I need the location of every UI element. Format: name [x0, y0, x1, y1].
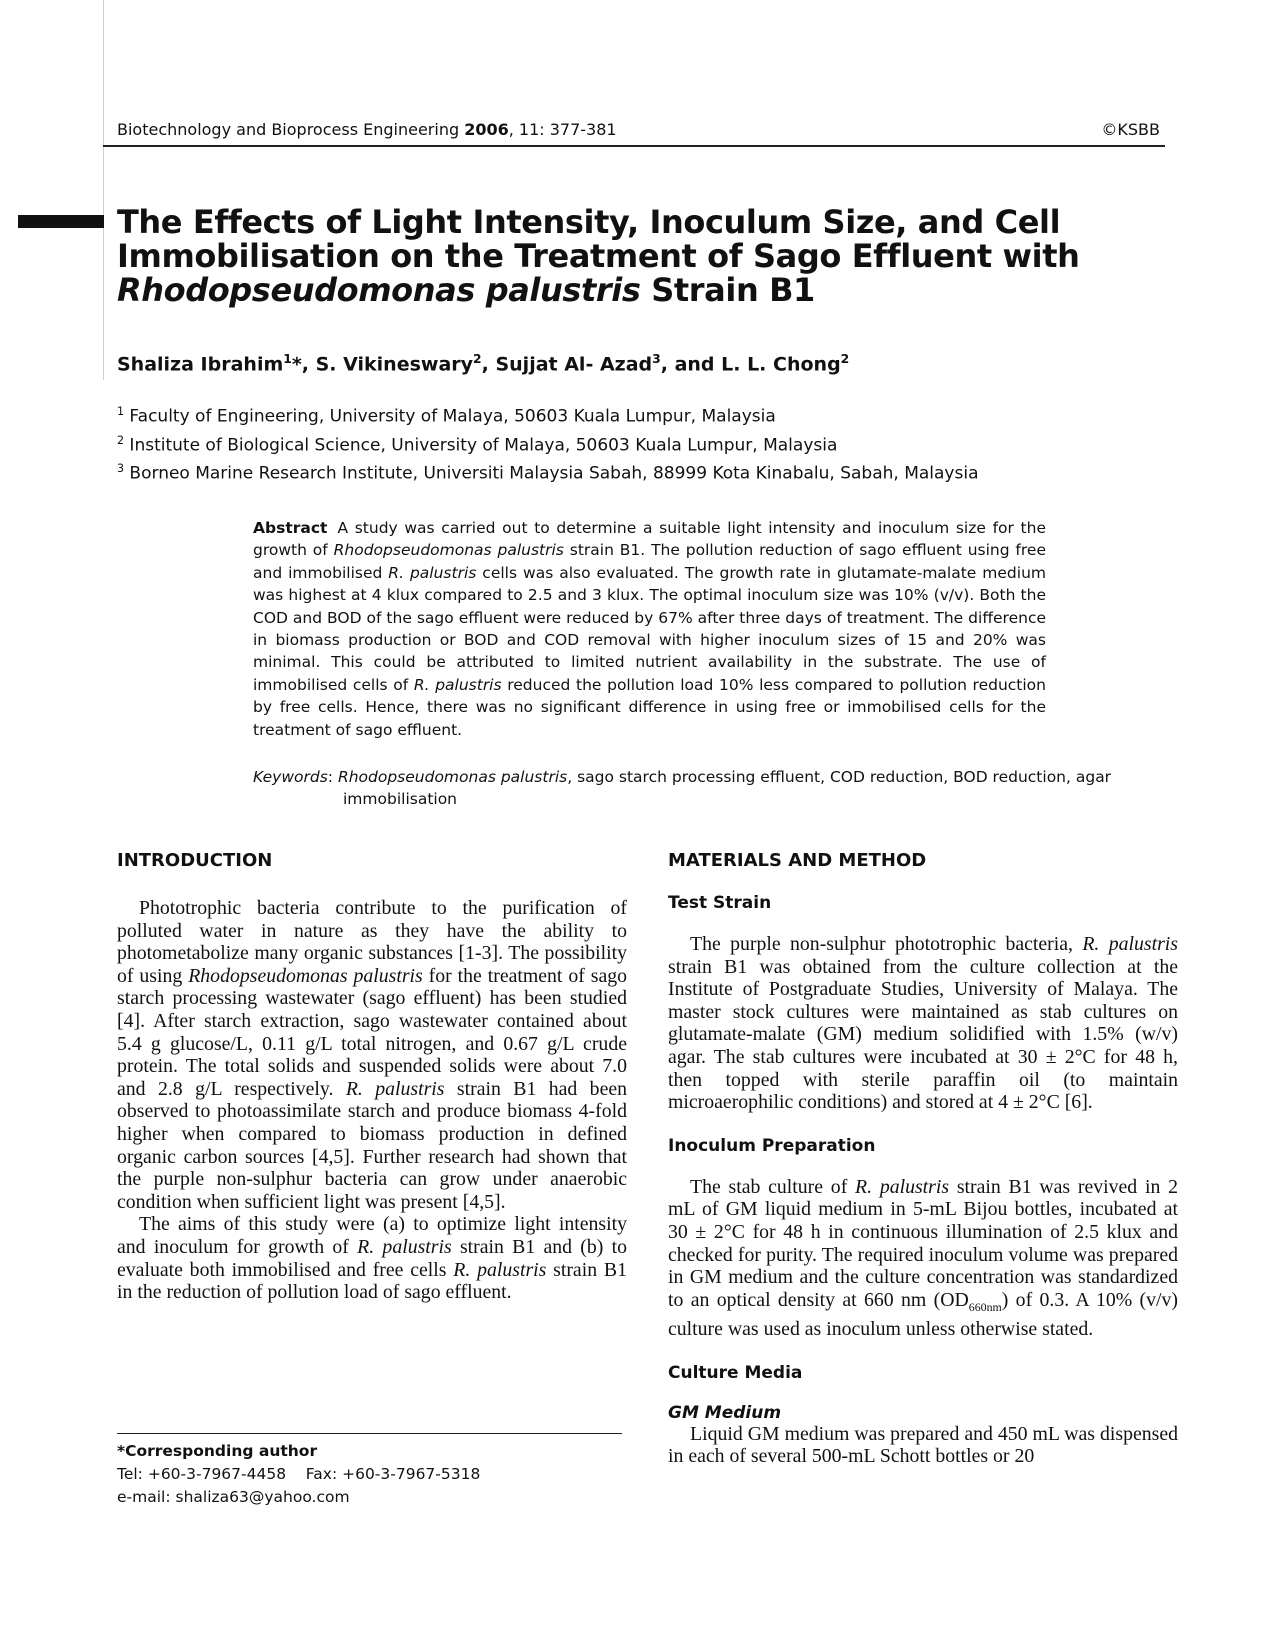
affiliation-list — [117, 400, 1177, 486]
abstract-species: Rhodopseudomonas palustris — [333, 541, 564, 560]
copyright: ©KSBB — [1101, 120, 1160, 139]
author-name: L. L. Chong — [721, 353, 841, 376]
body-text: strain B1 and (b) to evaluate both immobilised and free cells — [117, 1235, 628, 1281]
author-name: S. Vikineswary — [315, 353, 474, 376]
author-affil-sup: 2 — [840, 352, 850, 366]
journal-volume: , 11: 377-381 — [508, 120, 617, 139]
author-affil-sup: 1 — [283, 352, 292, 366]
body-species: R. palustris — [357, 1235, 452, 1258]
corresponding-author-note — [117, 1440, 627, 1509]
introduction-paragraph-1 — [117, 897, 627, 1213]
title-strain: Strain B1 — [640, 271, 815, 309]
affiliation-item — [117, 400, 1177, 429]
body-text: The stab culture of — [690, 1175, 856, 1198]
introduction-paragraph-2 — [117, 1213, 627, 1303]
body-species: Rhodopseudomonas palustris — [188, 964, 423, 987]
affiliation-number: 3 — [117, 462, 125, 476]
paper-title — [117, 205, 1157, 307]
inoculum-heading: Inoculum Preparation — [668, 1135, 876, 1156]
running-head — [117, 120, 1160, 139]
journal-name: Biotechnology and Bioprocess Engineering — [117, 120, 460, 139]
author-name: Shaliza Ibrahim — [117, 353, 284, 376]
title-line-2: Immobilisation on the Treatment of Sago Effluent with — [117, 237, 1080, 275]
body-text: strain B1 was obtained from the culture collection at the Institute of Postgraduate Studies, University of Malaya. The master stock cultures were maintained as stab cultures on glutamate-malate (GM) medium solidified with 1.5% (w/v) agar. The stab cultures were incubated at 30 ± 2°C for 48 h, then topped with sterile paraffin oil (to maintain microaerophilic conditions) and stored at 4 ± 2°C [6]. — [668, 955, 1178, 1114]
body-species: R. palustris — [345, 1077, 445, 1100]
methods-heading: MATERIALS AND METHOD — [668, 850, 927, 871]
corresponding-contact: Tel: +60-3-7967-4458 Fax: +60-3-7967-5318 — [117, 1465, 481, 1483]
author-name: Sujjat Al- Azad — [495, 353, 653, 376]
body-species: R. palustris — [453, 1258, 547, 1281]
author-affil-sup: 3 — [652, 352, 661, 366]
body-text: strain B1 in the reduction of pollution load of sago effluent. — [117, 1258, 627, 1304]
author-list — [117, 352, 1157, 375]
culture-media-heading: Culture Media — [668, 1362, 803, 1383]
affiliation-number: 1 — [117, 405, 125, 418]
inoculum-paragraph — [668, 1176, 1178, 1341]
abstract-species: R. palustris — [388, 563, 477, 582]
body-text: ) of 0.3. A 10% (v/v) culture was used as inoculum unless otherwise stated. — [668, 1288, 1178, 1341]
body-species: R. palustris — [1082, 933, 1178, 955]
od-subscript: 660nm — [968, 1299, 1002, 1314]
affiliation-item — [117, 457, 1177, 486]
body-text: Phototrophic bacteria contribute to the purification of polluted water in nature as they have the ability to photometabolize many organic substances [1-3]. The possibility of using — [117, 897, 627, 987]
author-sep: , — [481, 353, 496, 376]
test-strain-heading: Test Strain — [668, 893, 772, 913]
introduction-heading: INTRODUCTION — [117, 850, 273, 871]
body-text: The purple non-sulphur phototrophic bacteria, — [690, 933, 1083, 955]
body-species: R. palustris — [855, 1175, 950, 1198]
keywords — [253, 766, 1136, 811]
abstract-text: strain B1. The pollution reduction of sago effluent using free and immobilised — [253, 541, 1046, 582]
author-sep: , — [301, 353, 316, 376]
corresponding-email: e-mail: shaliza63@yahoo.com — [117, 1488, 350, 1506]
keywords-species: Rhodopseudomonas palustris — [337, 768, 568, 786]
title-line-1: The Effects of Light Intensity, Inoculum Size, and Cell — [117, 203, 1061, 241]
body-text: strain B1 had been observed to photoassimilate starch and produce biomass 4-fold higher when compared to biomass production in defined organic carbon sources [4,5]. Further research had shown that the purple non-sulphur bacteria can grow under anaerobic condition when sufficient light was present [4,5]. — [117, 1077, 628, 1213]
corresponding-label: *Corresponding author — [117, 1442, 318, 1460]
author-affil-sup: 2 — [473, 352, 482, 366]
abstract-text: reduced the pollution load 10% less compared to pollution reduction by free cells. Hence, there was no significant difference in using free or immobilised cells for the treatment of sago effluent. — [253, 675, 1046, 739]
left-column — [117, 850, 627, 1304]
footnote-rule — [117, 1433, 622, 1434]
abstract-label: Abstract — [253, 519, 328, 537]
affiliation-number: 2 — [117, 433, 125, 447]
header-rule — [103, 145, 1165, 147]
journal-year: 2006 — [464, 120, 509, 139]
margin-rule — [103, 0, 104, 380]
abstract-species: R. palustris — [413, 675, 502, 694]
affiliation-text: Institute of Biological Science, University of Malaya, 50603 Kuala Lumpur, Malaysia — [124, 435, 838, 456]
keywords-text: , sago starch processing effluent, COD reduction, BOD reduction, agar immobilisation — [343, 768, 1112, 809]
author-mark: * — [291, 353, 302, 376]
title-marker-bar — [18, 215, 104, 228]
right-column — [668, 850, 1178, 1468]
abstract-text: A study was carried out to determine a suitable light intensity and inoculum size for the growth of — [253, 519, 1046, 560]
abstract-text: cells was also evaluated. The growth rate in glutamate-malate medium was highest at 4 klux compared to 2.5 and 3 klux. The optimal inoculum size was 10% (v/v). Both the COD and BOD of the sago effluent were reduced by 67% after three days of treatment. The difference in biomass production or BOD and COD removal with higher inoculum sizes of 15 and 20% was minimal. This could be attributed to limited nutrient availability in the substrate. The use of immobilised cells of — [253, 563, 1047, 694]
abstract — [253, 517, 1046, 741]
affiliation-item — [117, 429, 1177, 458]
affiliation-text: Faculty of Engineering, University of Malaya, 50603 Kuala Lumpur, Malaysia — [124, 406, 776, 427]
body-text: strain B1 was revived in 2 mL of GM liquid medium in 5-mL Bijou bottles, incubated at 30 ± 2°C for 48 h in continuous illumination of 2.5 klux and checked for purity. The required inoculum volume was prepared in GM medium and the culture concentration was standardized to an optical density at 660 nm (OD — [668, 1175, 1178, 1311]
gm-medium-paragraph: Liquid GM medium was prepared and 450 mL was dispensed in each of several 500-mL Schott bottles or 20 — [668, 1422, 1178, 1468]
body-text: for the treatment of sago starch processing wastewater (sago effluent) has been studied [4]. After starch extraction, sago wastewater contained about 5.4 g glucose/L, 0.11 g/L total nitrogen, and 0.67 g/L crude protein. The total solids and suspended solids were about 7.0 and 2.8 g/L respectively. — [117, 964, 628, 1100]
test-strain-paragraph — [668, 933, 1178, 1114]
author-sep: , and — [660, 353, 722, 376]
gm-medium-heading: GM Medium — [668, 1402, 782, 1423]
affiliation-text: Borneo Marine Research Institute, Universiti Malaysia Sabah, 88999 Kota Kinabalu, Sabah, Malaysia — [124, 463, 979, 484]
title-species: Rhodopseudomonas palustris — [117, 271, 641, 309]
keywords-colon: : — [327, 768, 338, 786]
keywords-label: Keywords — [253, 768, 328, 786]
body-text: The aims of this study were (a) to optimize light intensity and inoculum for growth of — [117, 1213, 627, 1258]
